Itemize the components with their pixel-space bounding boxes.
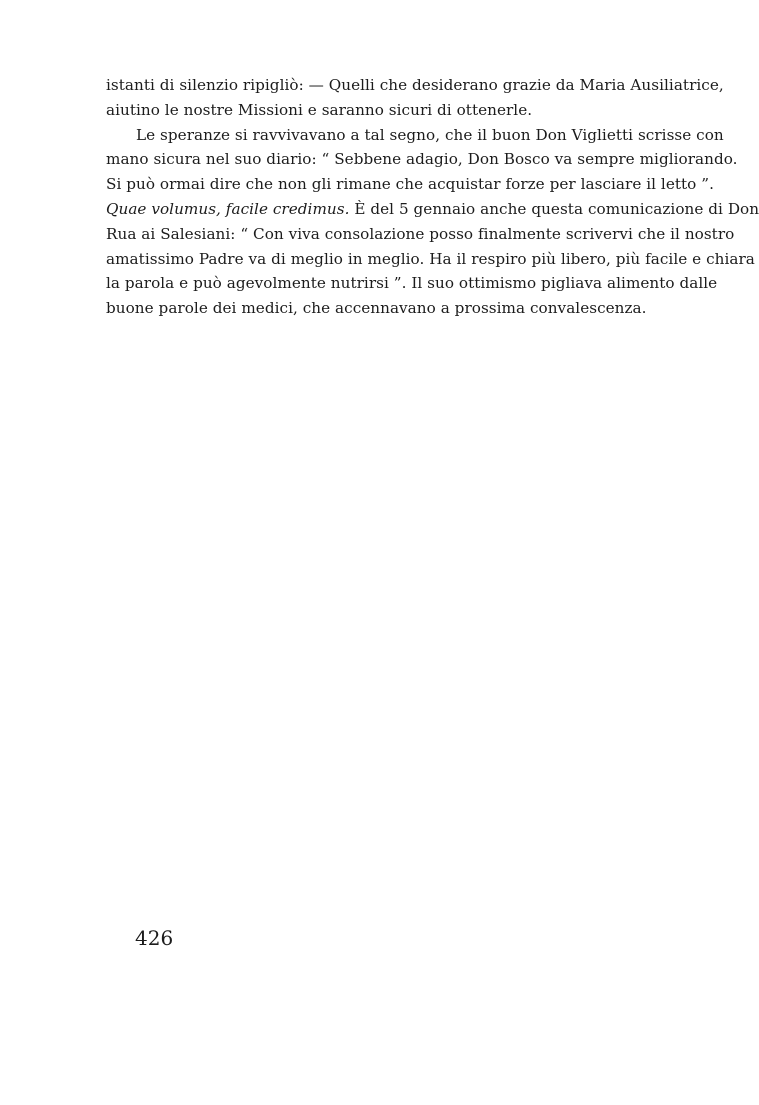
page-number: 426	[135, 926, 174, 950]
text-line-6-rest: È del 5 gennaio anche questa comunicazione di Don	[349, 199, 759, 218]
text-line-2: aiutino le nostre Missioni e saranno sicuri di ottenerle.	[106, 100, 533, 119]
text-line-10: buone parole dei medici, che accennavano a prossima convalescenza.	[106, 299, 647, 318]
text-line-3: Le speranze si ravvivavano a tal segno, che il buon Don Viglietti scrisse con	[136, 125, 724, 144]
text-line-4: mano sicura nel suo diario: “ Sebbene adagio, Don Bosco va sempre migliorando.	[106, 150, 738, 169]
text-line-1: istanti di silenzio ripigliò: — Quelli che desiderano grazie da Maria Ausiliatrice,	[106, 76, 724, 94]
text-line-5: Si può ormai dire che non gli rimane che acquistar forze per lasciare il letto ”.	[106, 175, 714, 194]
body-text	[106, 73, 759, 321]
latin-quote: Quae volumus, facile credimus.	[106, 199, 350, 218]
text-line-6	[106, 197, 759, 222]
text-line-7: Rua ai Salesiani: “ Con viva consolazione posso finalmente scrivervi che il nostro	[106, 224, 735, 243]
text-line-9: la parola e può agevolmente nutrirsi ”. Il suo ottimismo pigliava alimento dalle	[106, 274, 718, 293]
text-line-8: amatissimo Padre va di meglio in meglio. Ha il respiro più libero, più facile e chiara	[106, 249, 755, 268]
